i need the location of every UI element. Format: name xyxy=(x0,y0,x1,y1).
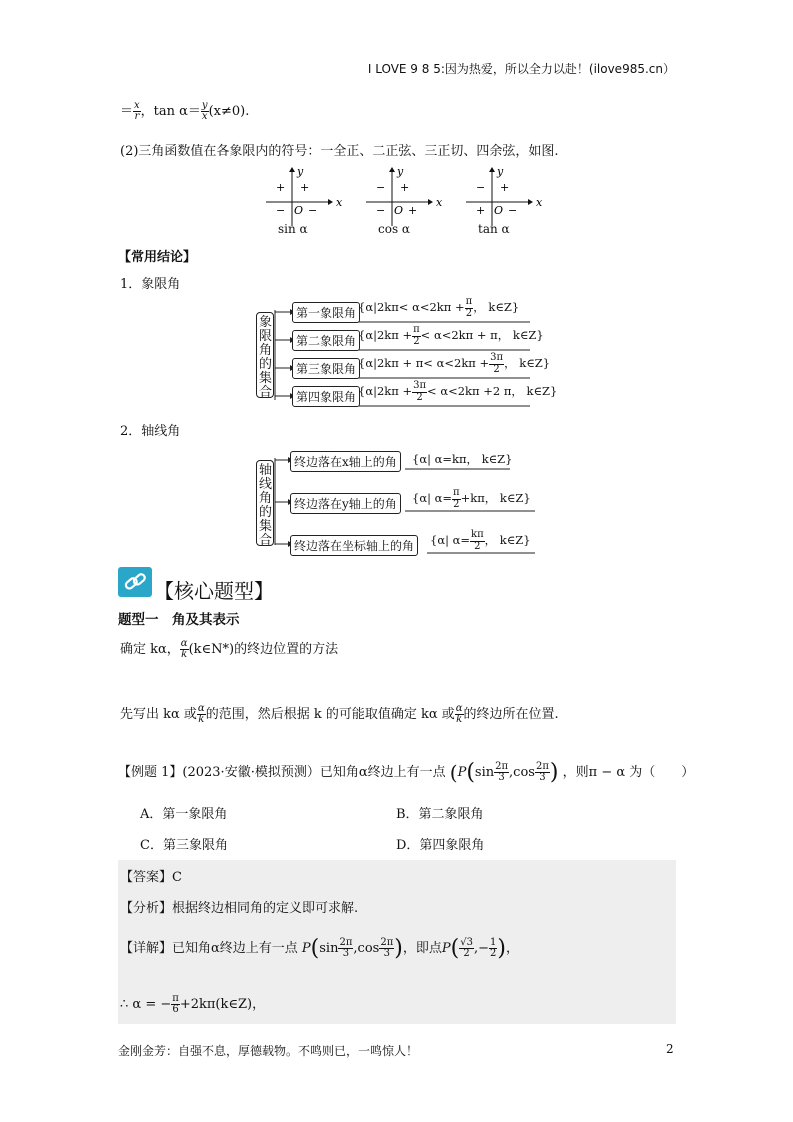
svg-text:y: y xyxy=(297,166,304,178)
svg-text:O: O xyxy=(394,204,404,217)
conclusion-line: ∴ α = − $\frac{\pi}{6}$ +2kπ(k∈Z)， xyxy=(120,992,266,1015)
footer-motto: 金刚金芳：自强不息，厚德载物。不鸣则已，一鸣惊人！ xyxy=(118,1044,419,1058)
method-line-1: 确定 kα， $\frac{\alpha}{k}$ (k∈N*)的终边位置的方法 xyxy=(120,637,339,660)
example-1-question: 【例题 1】(2023·安徽·模拟预测）已知角α终边上有一点 (P(sin $\frac{2\pi}{3}$ ,cos $\frac{2\pi}{3}$ ) ，则π − α 为（ ） xyxy=(118,760,695,785)
chain-link-icon xyxy=(118,567,152,597)
svg-text:+: + xyxy=(476,204,486,217)
link-icon xyxy=(118,567,152,597)
axis-set-expression: {α| α=kπ， k∈Z} xyxy=(412,452,513,466)
common-conclusion-heading: 【常用结论】 xyxy=(118,250,197,265)
method-line-2: 先写出 kα 或 $\frac{\alpha}{k}$ 的范围，然后根据 k 的可能取值确定 kα 或 $\frac{\alpha}{k}$ 的终边所在位置. xyxy=(120,702,559,725)
axis-label-box: 终边落在x轴上的角 xyxy=(290,451,401,472)
svg-text:−: − xyxy=(376,181,386,194)
quadrant-label-box: 第四象限角 xyxy=(292,386,360,407)
intro-line-2: (2)三角函数值在各象限内的符号：一全正、二正弦、三正切、四余弦，如图. xyxy=(120,144,559,159)
analysis-line: 【分析】根据终边相同角的定义即可求解. xyxy=(120,901,359,916)
axis-set-expression: {α| α= $\frac{\pi}{2}$ +kπ， k∈Z} xyxy=(412,487,531,510)
sign-diagram-caption: cos α xyxy=(378,222,411,236)
quadrant-set-label: 象限角的集合 xyxy=(256,312,274,398)
svg-text:−: − xyxy=(376,204,386,217)
sign-diagram-caption: sin α xyxy=(278,222,308,236)
svg-text:x: x xyxy=(536,196,542,209)
svg-text:+: + xyxy=(400,181,410,194)
svg-text:y: y xyxy=(397,166,404,178)
sign-diagram-caption: tan α xyxy=(478,222,510,236)
option-a[interactable]: A．第一象限角 xyxy=(140,807,228,822)
header-text: I LOVE 9 8 5:因为热爱，所以全力以赴！(ilove985.cn） xyxy=(367,62,675,76)
sign-diagram xyxy=(462,166,542,245)
svg-text:y: y xyxy=(497,166,504,178)
section-title: 【核心题型】 xyxy=(154,579,274,603)
quadrant-set-expression: {α|2kπ + $\frac{3\pi}{2}$ < α<2kπ +2 π， k∈Z} xyxy=(358,380,558,403)
item-1-heading: 1．象限角 xyxy=(120,277,181,292)
item-2-heading: 2．轴线角 xyxy=(120,424,181,439)
svg-text:x: x xyxy=(336,196,342,209)
quadrant-label-box: 第三象限角 xyxy=(292,358,360,379)
answer-line: 【答案】C xyxy=(120,870,182,885)
sign-diagram xyxy=(362,166,442,245)
quadrant-set-expression: {α|2kπ< α<2kπ + $\frac{\pi}{2}$ ， k∈Z} xyxy=(358,296,520,319)
sign-diagram xyxy=(262,166,342,245)
type-1-title: 题型一 角及其表示 xyxy=(118,612,240,628)
svg-text:+: + xyxy=(500,181,510,194)
svg-text:+: + xyxy=(276,181,286,194)
option-d[interactable]: D．第四象限角 xyxy=(396,838,485,853)
quadrant-label-box: 第一象限角 xyxy=(292,302,360,323)
detail-line: 【详解】已知角α终边上有一点 P(sin $\frac{2\pi}{3}$ ,cos $\frac{2\pi}{3}$ )，即点P( $\frac{√3}{2}$ ,− $\frac{1}{2}$ )， xyxy=(120,936,519,961)
quadrant-label-box: 第二象限角 xyxy=(292,330,360,351)
intro-line-1: ＝ $\frac{x}{r}$ ，tan α＝ $\frac{y}{x}$ (x≠0). xyxy=(120,99,250,122)
axis-set-expression: {α| α= $\frac{k\pi}{2}$ ， k∈Z} xyxy=(430,529,531,552)
option-b[interactable]: B．第二象限角 xyxy=(396,807,484,822)
svg-text:+: + xyxy=(408,204,418,217)
svg-text:O: O xyxy=(494,204,504,217)
svg-text:−: − xyxy=(476,181,486,194)
page-number: 2 xyxy=(666,1042,674,1056)
quadrant-set-expression: {α|2kπ + $\frac{\pi}{2}$ < α<2kπ + π， k∈Z} xyxy=(358,324,544,347)
option-c[interactable]: C．第三象限角 xyxy=(140,838,228,853)
svg-text:−: − xyxy=(508,204,518,217)
svg-text:O: O xyxy=(294,204,304,217)
svg-text:−: − xyxy=(308,204,318,217)
axis-label-box: 终边落在坐标轴上的角 xyxy=(290,535,418,556)
svg-text:−: − xyxy=(276,204,286,217)
axis-label-box: 终边落在y轴上的角 xyxy=(290,493,401,514)
axis-set-label: 轴线角的集合 xyxy=(256,460,274,546)
svg-text:+: + xyxy=(300,181,310,194)
quadrant-set-expression: {α|2kπ + π< α<2kπ + $\frac{3\pi}{2}$ ， k∈Z} xyxy=(358,352,551,375)
svg-text:x: x xyxy=(436,196,442,209)
